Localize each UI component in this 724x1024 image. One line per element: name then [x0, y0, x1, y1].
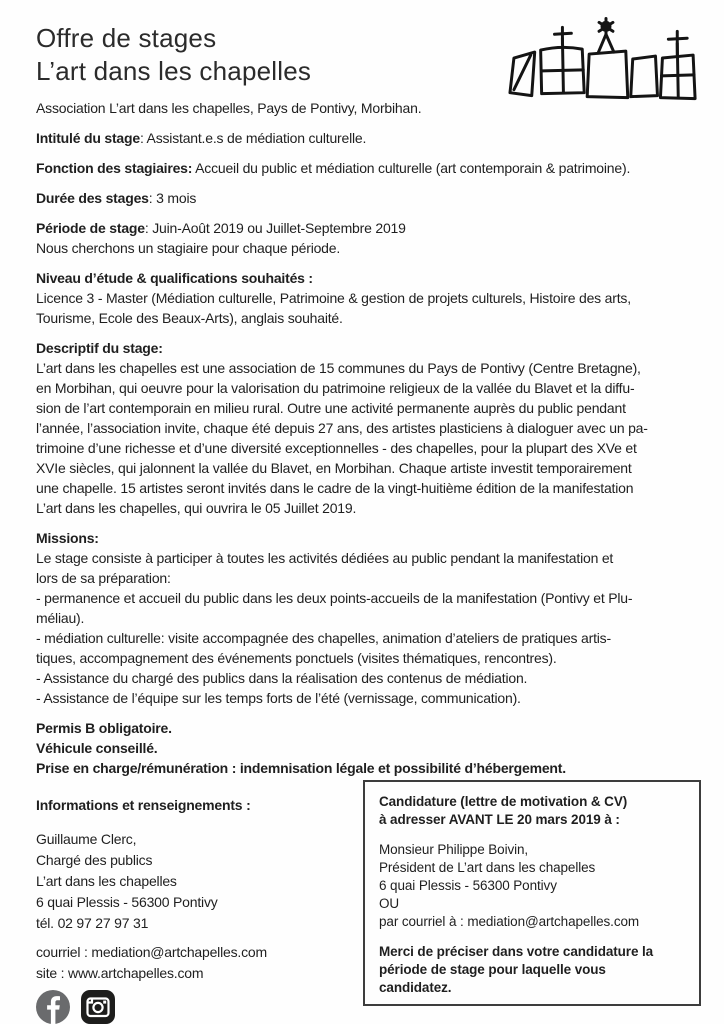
contact-email: courriel : mediation@artchapelles.com	[36, 944, 267, 960]
contact-links	[36, 942, 267, 984]
descriptif-line: trimoine d’une richesse et d’une diversité exceptionnelles - des chapelles, pour la plupart des XVe et	[36, 440, 637, 456]
field-label: Fonction des stagiaires:	[36, 160, 193, 176]
field-periode	[36, 218, 724, 258]
descriptif-line: L’art dans les chapelles est une association de 15 communes du Pays de Pontivy (Centre Bretagne),	[36, 360, 641, 376]
section-niveau	[36, 268, 724, 328]
missions-line: - Assistance de l’équipe sur les temps forts de l’été (vernissage, communication).	[36, 690, 521, 706]
descriptif-line: l’année, l’association invite, chaque été depuis 27 ans, des artistes plasticiens à dialoguer avec un pa-	[36, 420, 648, 436]
descriptif-line: sion de l’art contemporain en milieu rural. Outre une activité permanente auprès du public pendant	[36, 400, 626, 416]
facebook-icon[interactable]	[36, 990, 70, 1024]
niveau-line: Licence 3 - Master (Médiation culturelle, Patrimoine & gestion de projets culturels, Histoire des arts,	[36, 290, 631, 306]
candidature-note-line: candidatez.	[379, 980, 452, 995]
missions-line: Le stage consiste à participer à toutes les activités dédiées au public pendant la manifestation et	[36, 550, 614, 566]
descriptif-heading: Descriptif du stage:	[36, 340, 163, 356]
field-value: Accueil du public et médiation culturelle (art contemporain & patrimoine).	[192, 160, 631, 176]
candidature-heading-line: à adresser AVANT LE 20 mars 2019 à :	[379, 812, 620, 827]
section-descriptif	[36, 338, 724, 518]
missions-line: - Assistance du chargé des publics dans la réalisation des contenus de médiation.	[36, 670, 528, 686]
candidature-heading-line: Candidature (lettre de motivation & CV)	[379, 794, 628, 809]
association-line: Association L’art dans les chapelles, Pays de Pontivy, Morbihan.	[36, 100, 422, 116]
field-label: Intitulé du stage	[36, 130, 140, 146]
contact-role: Chargé des publics	[36, 852, 153, 868]
field-intitule	[36, 128, 724, 148]
missions-line: - médiation culturelle: visite accompagnée des chapelles, animation d’ateliers de pratiques artis-	[36, 630, 611, 646]
main-content	[36, 22, 724, 778]
social-icons	[36, 990, 267, 1024]
permis-line: Permis B obligatoire.	[36, 720, 172, 736]
field-value: : Juin-Août 2019 ou Juillet-Septembre 2019	[144, 220, 406, 236]
niveau-line: Tourisme, Ecole des Beaux-Arts), anglais souhaité.	[36, 310, 343, 326]
periode-note: Nous cherchons un stagiaire pour chaque période.	[36, 240, 341, 256]
niveau-heading: Niveau d’étude & qualifications souhaités :	[36, 270, 313, 286]
missions-line: tiques, accompagnement des événements ponctuels (visites thématiques, rencontres).	[36, 650, 557, 666]
contact-section	[36, 795, 267, 1024]
candidature-email-line: par courriel à : mediation@artchapelles.com	[379, 914, 640, 929]
section-missions	[36, 528, 724, 708]
field-label: Durée des stages	[36, 190, 149, 206]
page-title	[36, 22, 724, 88]
candidature-note-line: période de stage pour laquelle vous	[379, 962, 606, 977]
candidature-address-line: Président de L’art dans les chapelles	[379, 860, 596, 875]
field-label: Période de stage	[36, 220, 145, 236]
descriptif-line: L’art dans les chapelles, qui ouvrira le 05 Juillet 2019.	[36, 500, 357, 516]
candidature-address-line: Monsieur Philippe Boivin,	[379, 842, 529, 857]
missions-heading: Missions:	[36, 530, 99, 546]
missions-line: - permanence et accueil du public dans les deux points-accueils de la manifestation (Pontivy et Plu-	[36, 590, 633, 606]
field-fonction	[36, 158, 724, 178]
page-title-line1: Offre de stages	[36, 23, 217, 53]
permis-line: Prise en charge/rémunération : indemnisation légale et possibilité d’hébergement.	[36, 760, 566, 776]
candidature-note-line: Merci de préciser dans votre candidature la	[379, 944, 654, 959]
candidature-address-line: 6 quai Plessis - 56300 Pontivy	[379, 878, 557, 893]
missions-line: méliau).	[36, 610, 85, 626]
contact-website: site : www.artchapelles.com	[36, 965, 204, 981]
contact-block	[36, 829, 267, 934]
contact-name: Guillaume Clerc,	[36, 831, 137, 847]
field-value: : Assistant.e.s de médiation culturelle.	[139, 130, 367, 146]
field-value: : 3 mois	[148, 190, 197, 206]
contact-phone: tél. 02 97 27 97 31	[36, 915, 149, 931]
candidature-address-line: OU	[379, 896, 400, 911]
instagram-icon[interactable]	[81, 990, 115, 1024]
section-permis	[36, 718, 724, 778]
page-title-line2: L’art dans les chapelles	[36, 56, 312, 86]
permis-line: Véhicule conseillé.	[36, 740, 158, 756]
field-duree	[36, 188, 724, 208]
missions-line: lors de sa préparation:	[36, 570, 171, 586]
descriptif-line: en Morbihan, qui oeuvre pour la valorisation du patrimoine religieux de la vallée du Blavet et la diffu-	[36, 380, 635, 396]
contact-address: 6 quai Plessis - 56300 Pontivy	[36, 894, 218, 910]
contact-heading: Informations et renseignements :	[36, 797, 251, 813]
descriptif-line: une chapelle. 15 artistes seront invités dans le cadre de la vingt-huitième édition de la manifestation	[36, 480, 634, 496]
candidature-box	[363, 780, 701, 1006]
descriptif-line: XVIe siècles, qui jalonnent la vallée du Blavet, en Morbihan. Chaque artiste investit temporairement	[36, 460, 632, 476]
contact-org: L’art dans les chapelles	[36, 873, 177, 889]
